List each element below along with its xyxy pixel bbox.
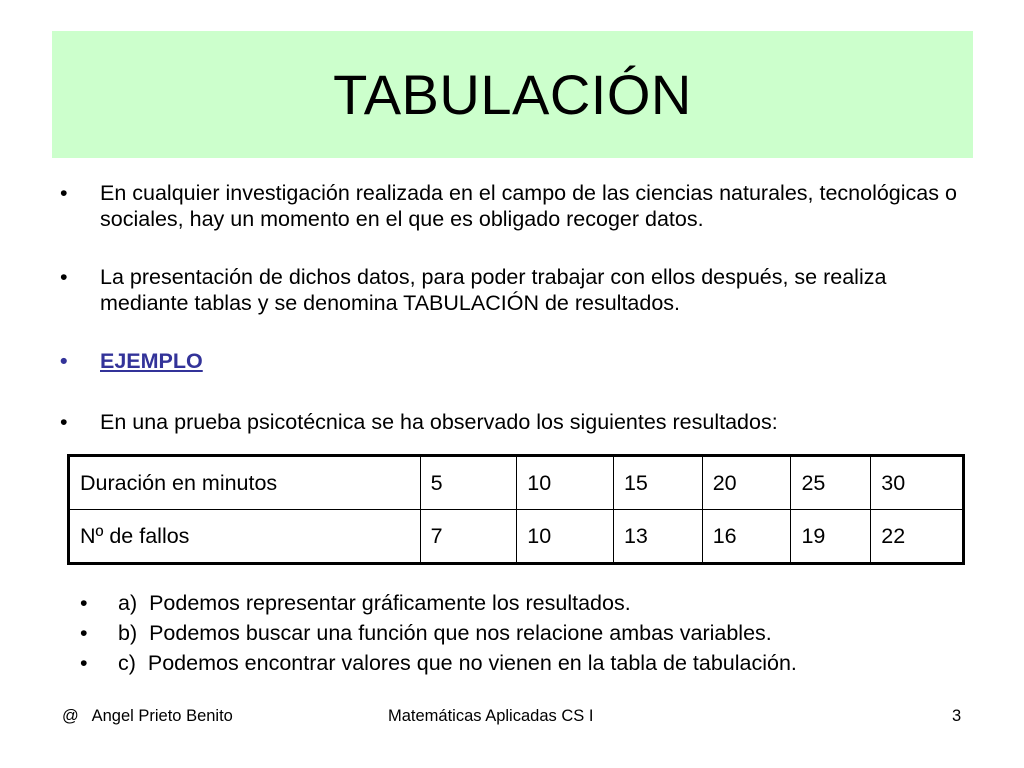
results-table [67, 454, 965, 565]
bullet-item [60, 264, 970, 316]
sub-bullet-text: Podemos encontrar valores que no vienen en la tabla de tabulación. [147, 651, 797, 675]
table-cell: 5 [420, 456, 517, 510]
table-cell: 16 [702, 510, 791, 564]
table-cell: 25 [791, 456, 871, 510]
bullet-dot: • [60, 410, 68, 434]
bullet-text: En una prueba psicotécnica se ha observado los siguientes resultados: [100, 410, 778, 434]
table-cell: 13 [613, 510, 702, 564]
table-cell: 20 [702, 456, 791, 510]
sub-bullet-label: b) [118, 621, 138, 645]
bullet-dot: • [80, 591, 88, 615]
table-cell-header: Nº de fallos [69, 510, 421, 564]
bullet-dot: • [60, 349, 68, 373]
table-cell: 10 [517, 510, 614, 564]
bullet-dot: • [80, 651, 88, 675]
ejemplo-link[interactable]: EJEMPLO [100, 349, 203, 373]
bullet-dot: • [80, 621, 88, 645]
bullet-item [60, 409, 970, 435]
sub-bullet-text: Podemos representar gráficamente los resultados. [149, 591, 631, 615]
bullet-dot: • [60, 265, 68, 289]
sub-bullet-label: c) [118, 651, 136, 675]
table-cell: 19 [791, 510, 871, 564]
table-row [69, 456, 964, 510]
slide-title: TABULACIÓN [333, 63, 692, 126]
bullet-text: En cualquier investigación realizada en el campo de las ciencias naturales, tecnológicas o sociales, hay un momento en el que es obligado recoger datos. [100, 181, 957, 231]
footer-author: @ Angel Prieto Benito [62, 707, 233, 725]
table-row [69, 510, 964, 564]
table-cell: 15 [613, 456, 702, 510]
page-number: 3 [952, 707, 962, 725]
sub-bullet-text: Podemos buscar una función que nos relacione ambas variables. [149, 621, 772, 645]
table-cell: 7 [420, 510, 517, 564]
bullet-item [60, 180, 970, 232]
title-box [52, 31, 973, 158]
bullet-item-ejemplo[interactable] [60, 348, 970, 374]
bullet-dot: • [60, 181, 68, 205]
table-cell: 10 [517, 456, 614, 510]
table-cell: 30 [871, 456, 964, 510]
table-cell-header: Duración en minutos [69, 456, 421, 510]
table-cell: 22 [871, 510, 964, 564]
footer-course: Matemáticas Aplicadas CS I [388, 707, 594, 725]
sub-bullet-label: a) [118, 591, 138, 615]
bullet-text: La presentación de dichos datos, para poder trabajar con ellos después, se realiza mediante tablas y se denomina TABULACIÓN de resultados. [100, 265, 887, 315]
